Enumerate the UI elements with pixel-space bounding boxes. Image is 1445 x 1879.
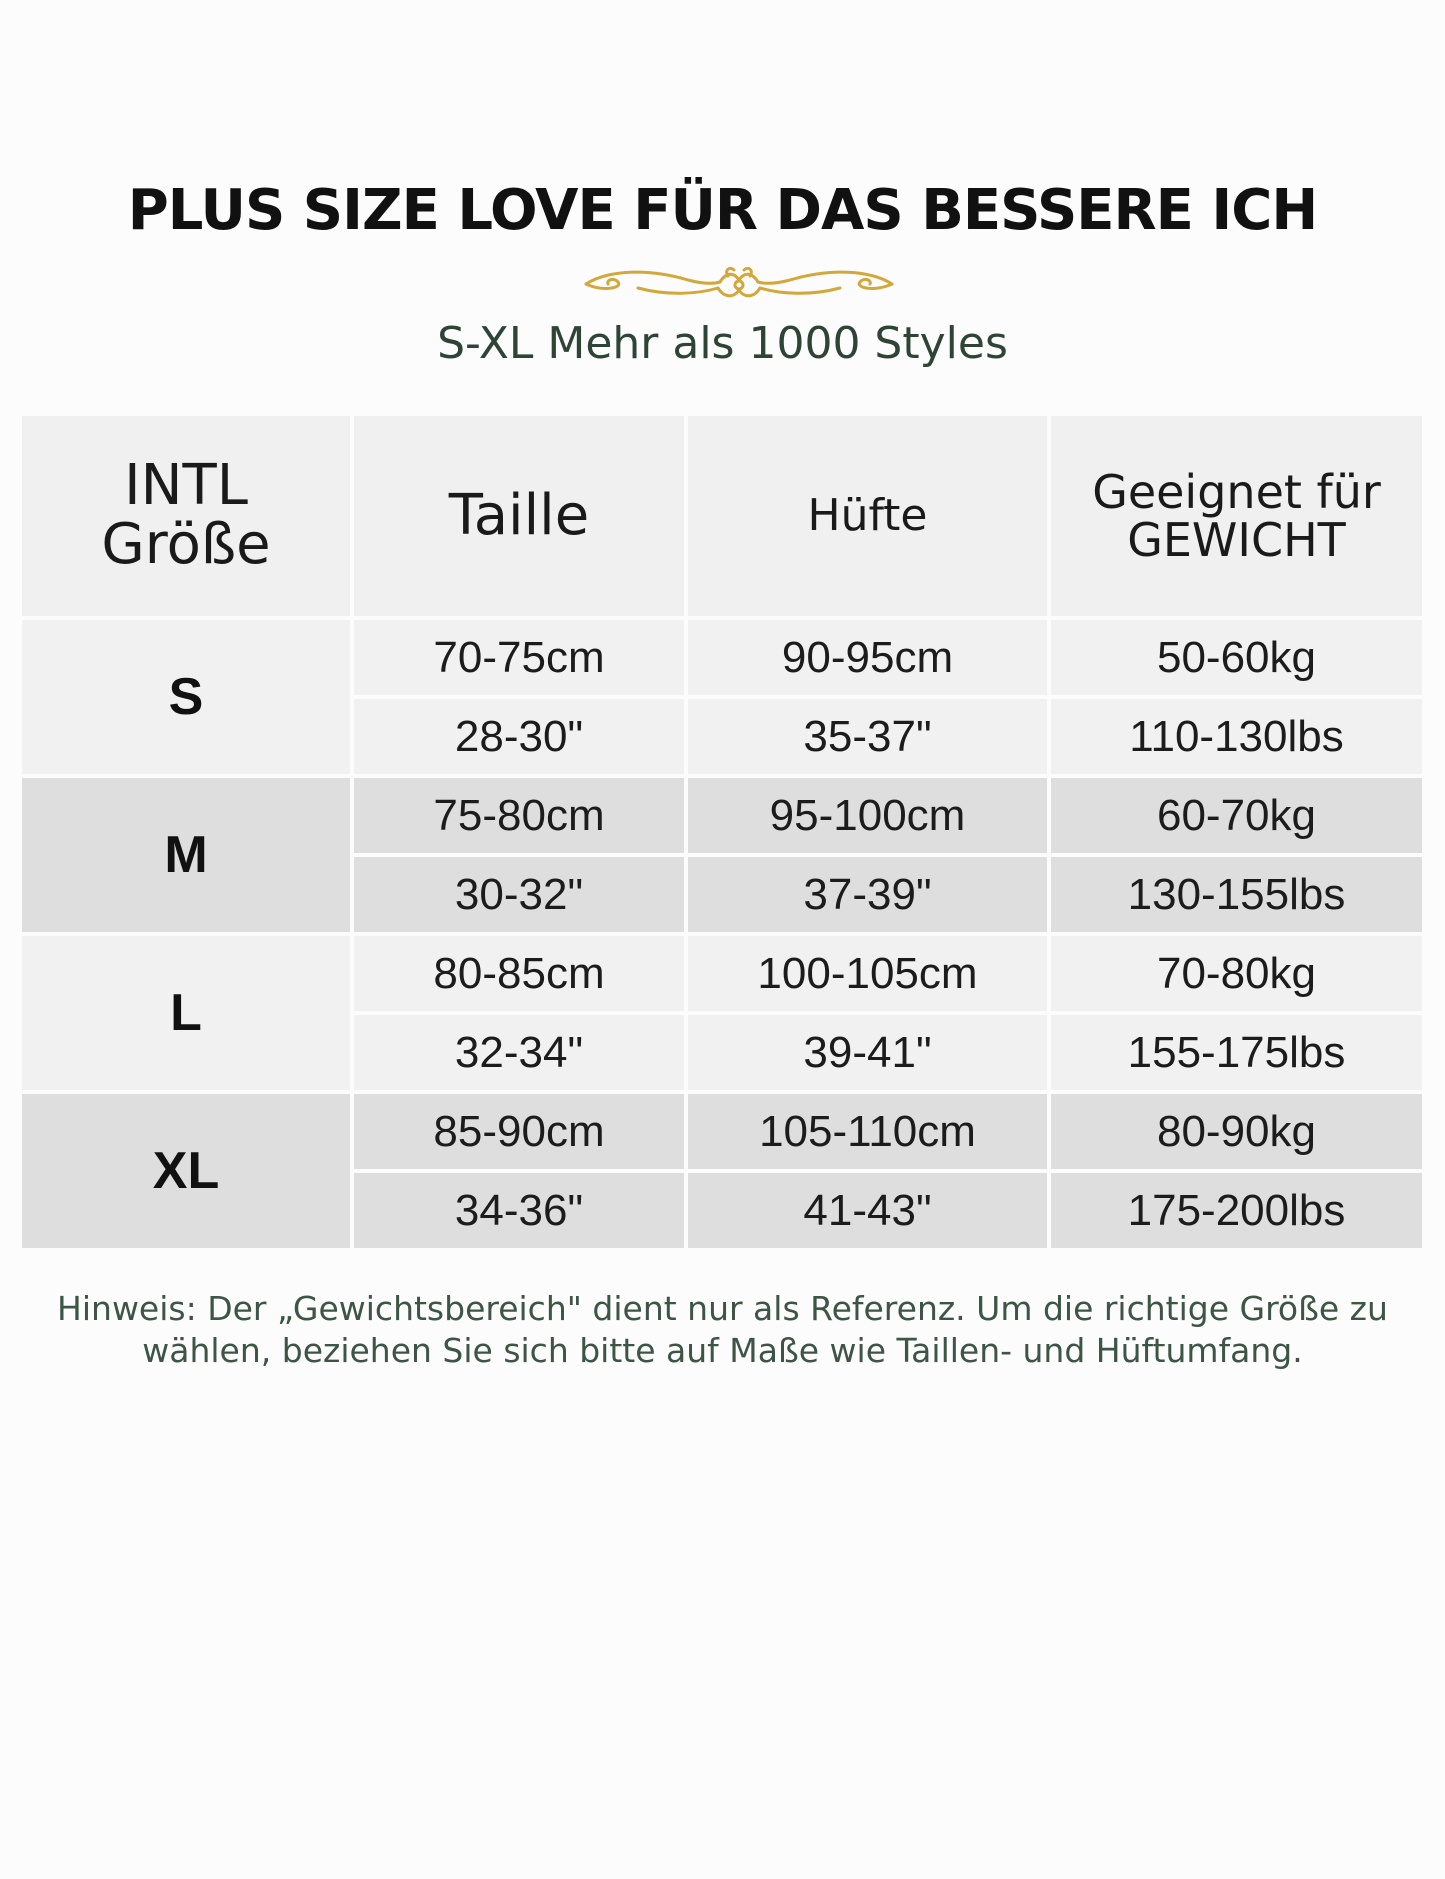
table-cell: 30-32" xyxy=(354,857,684,932)
table-cell: 37-39" xyxy=(688,857,1047,932)
table-cell: 28-30" xyxy=(354,699,684,774)
table-cell: 34-36" xyxy=(354,1173,684,1248)
header-size xyxy=(22,416,350,616)
table-cell: 60-70kg xyxy=(1051,778,1422,853)
page-subtitle: S-XL Mehr als 1000 Styles xyxy=(437,318,1008,369)
table-cell: 85-90cm xyxy=(354,1094,684,1169)
page-title: PLUS SIZE LOVE FÜR DAS BESSERE ICH xyxy=(127,178,1318,243)
gold-flourish-ornament-icon xyxy=(578,262,900,304)
note-line2: wählen, beziehen Sie sich bitte auf Maße wie Taillen- und Hüftumfang. xyxy=(142,1331,1303,1370)
table-cell: 105-110cm xyxy=(688,1094,1047,1169)
header-size-line2: Größe xyxy=(101,512,271,577)
table-cell: 32-34" xyxy=(354,1015,684,1090)
table-cell: 110-130lbs xyxy=(1051,699,1422,774)
header-gewicht-line1: Geeignet für xyxy=(1092,464,1381,519)
table-cell: 100-105cm xyxy=(688,936,1047,1011)
table-cell: 39-41" xyxy=(688,1015,1047,1090)
header-gewicht-line2: GEWICHT xyxy=(1127,513,1346,567)
table-cell: 75-80cm xyxy=(354,778,684,853)
table-cell: 41-43" xyxy=(688,1173,1047,1248)
reference-note xyxy=(40,1288,1405,1372)
size-label-m: M xyxy=(22,778,350,932)
header-huefte: Hüfte xyxy=(688,416,1047,616)
header-size-line1: INTL xyxy=(124,453,248,519)
note-line1: Hinweis: Der „Gewichtsbereich" dient nur als Referenz. Um die richtige Größe zu xyxy=(57,1289,1388,1328)
table-cell: 80-85cm xyxy=(354,936,684,1011)
table-cell: 130-155lbs xyxy=(1051,857,1422,932)
table-cell: 70-80kg xyxy=(1051,936,1422,1011)
header-taille: Taille xyxy=(354,416,684,616)
table-cell: 90-95cm xyxy=(688,620,1047,695)
table-cell: 50-60kg xyxy=(1051,620,1422,695)
size-label-l: L xyxy=(22,936,350,1090)
size-label-xl: XL xyxy=(22,1094,350,1248)
table-cell: 80-90kg xyxy=(1051,1094,1422,1169)
size-chart-table xyxy=(22,416,1422,1254)
table-cell: 155-175lbs xyxy=(1051,1015,1422,1090)
header-gewicht xyxy=(1051,416,1422,616)
table-cell: 70-75cm xyxy=(354,620,684,695)
size-label-s: S xyxy=(22,620,350,774)
table-cell: 175-200lbs xyxy=(1051,1173,1422,1248)
table-cell: 35-37" xyxy=(688,699,1047,774)
table-cell: 95-100cm xyxy=(688,778,1047,853)
